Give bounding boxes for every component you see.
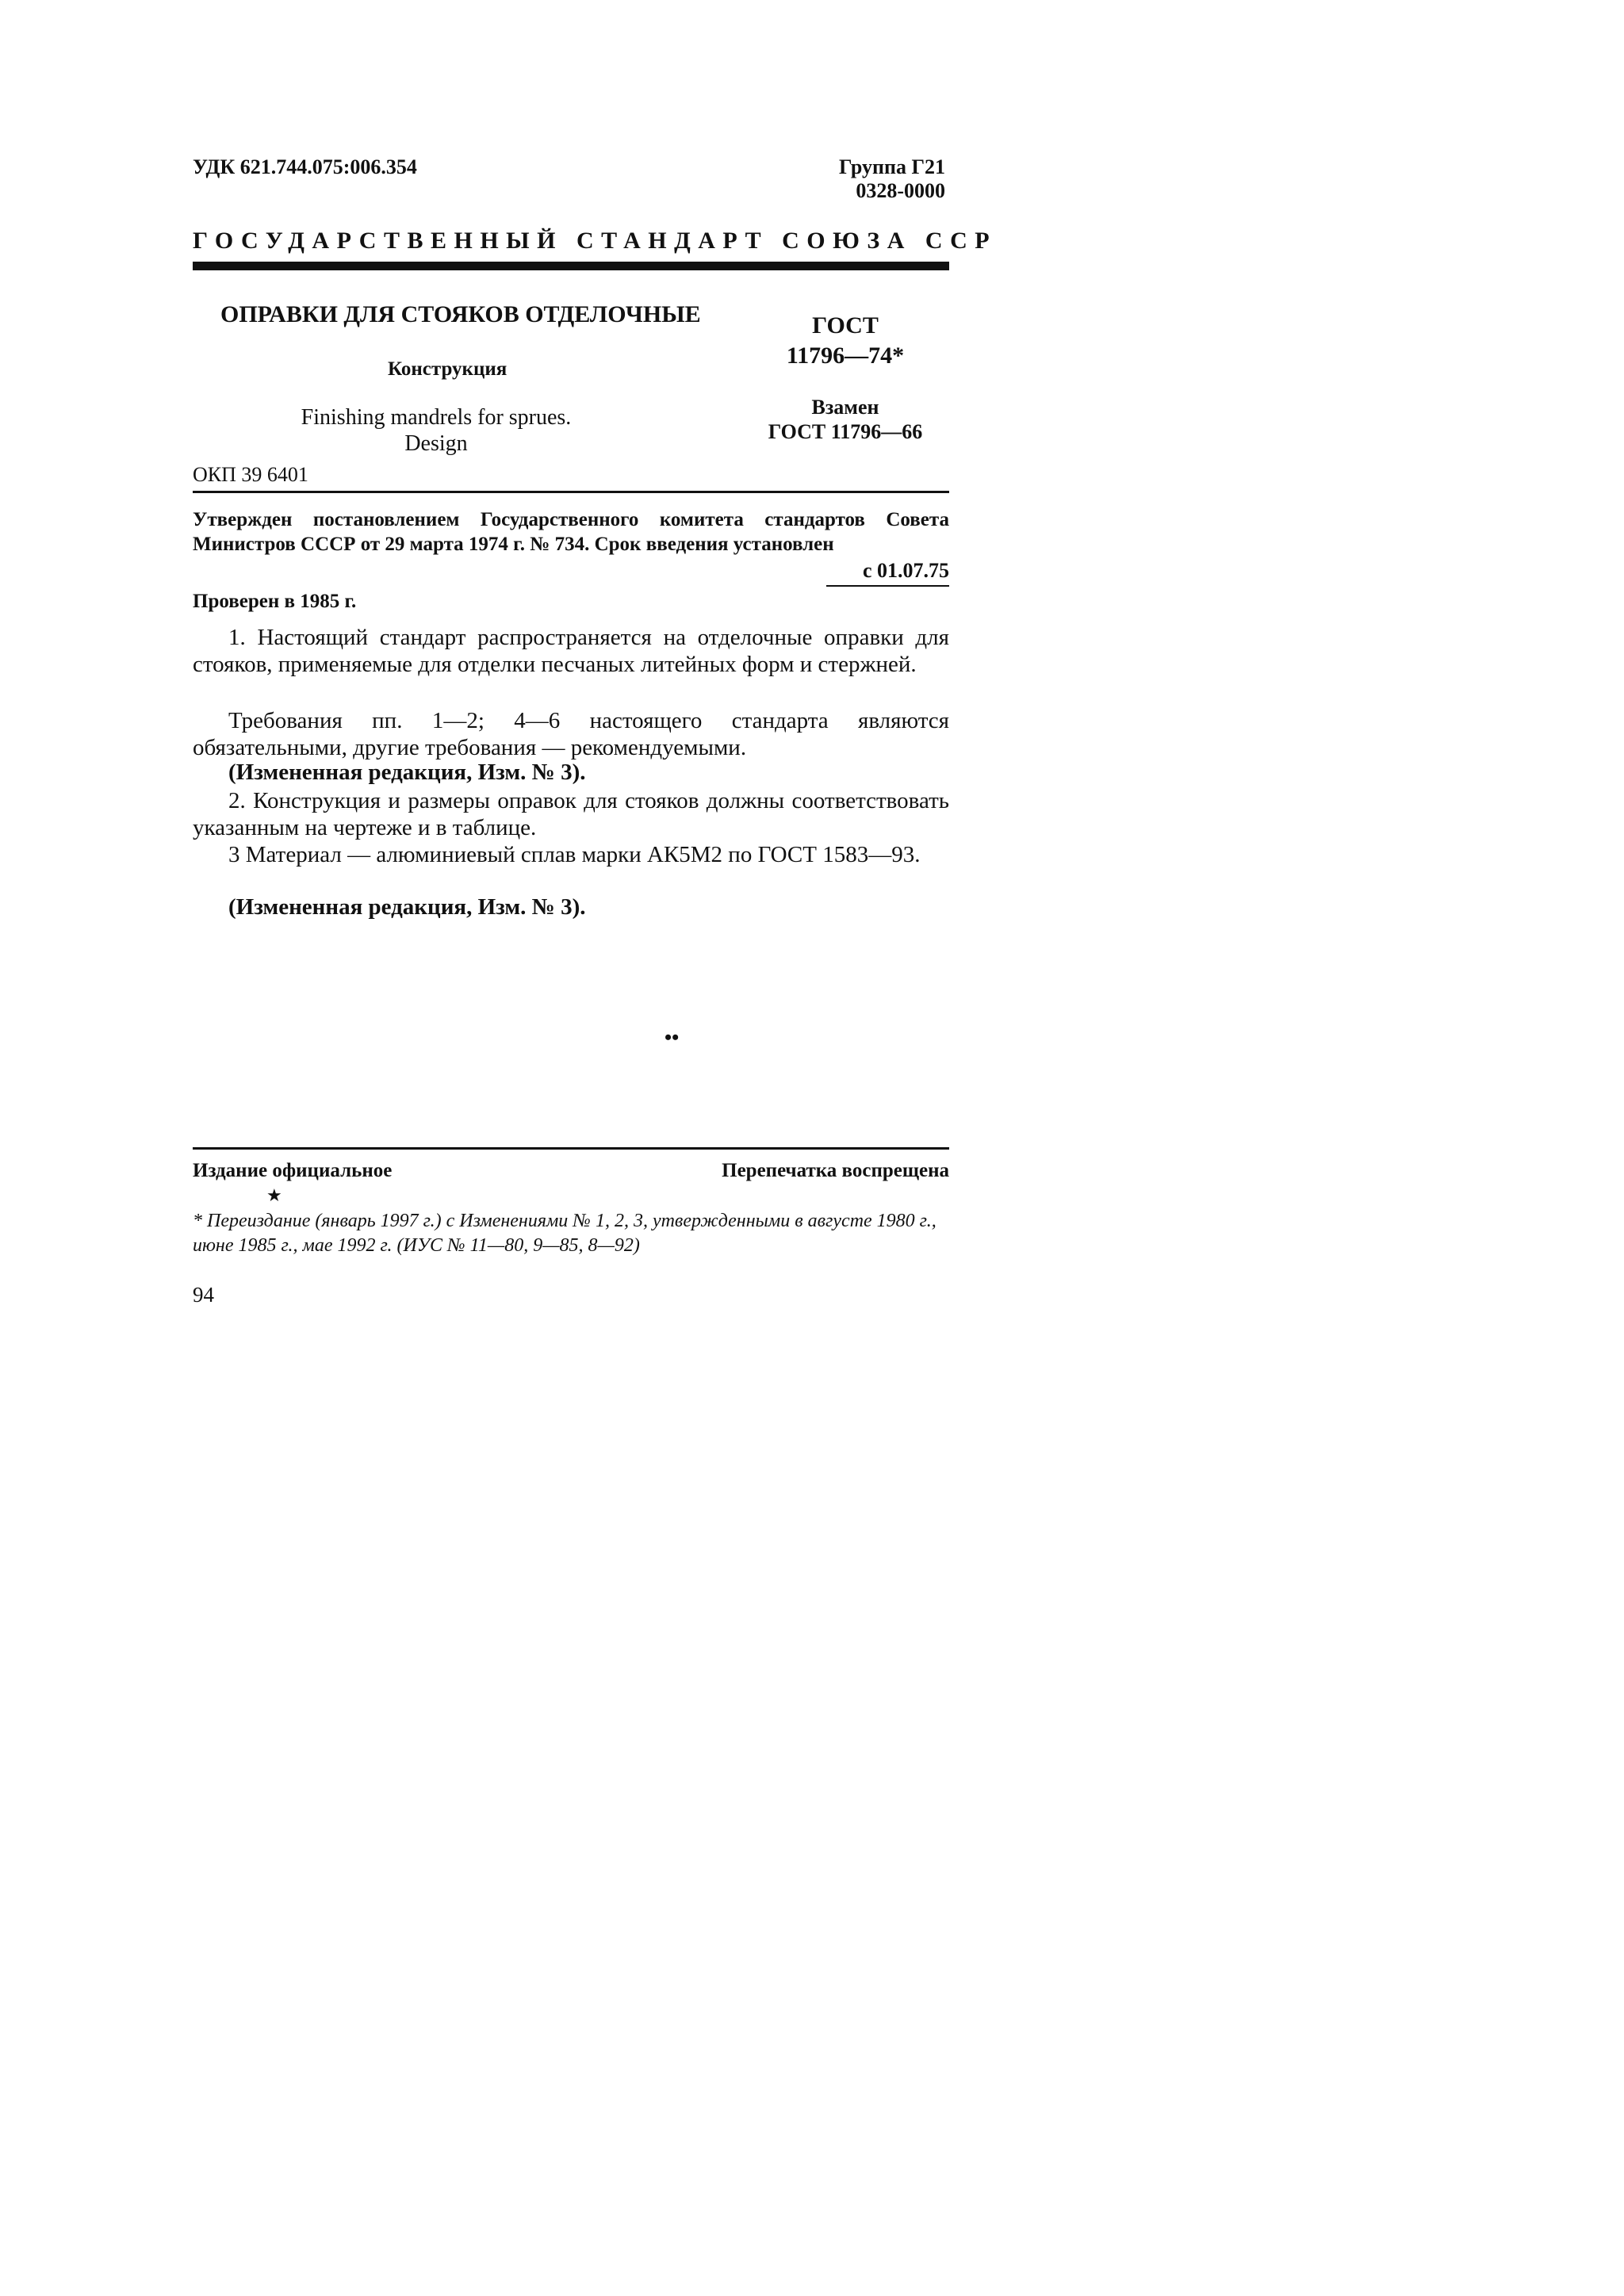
gost-designation	[741, 311, 950, 371]
gost-number: 11796—74*	[786, 342, 905, 369]
paragraph-2: 2. Конструкция и размеры оправок для стояков должны соответствовать указанным на чертеже и в таблице.	[193, 788, 949, 840]
paragraph-3: 3 Материал — алюминиевый сплав марки АК5М2 по ГОСТ 1583—93.	[228, 842, 921, 867]
checked-note: Проверен в 1985 г.	[193, 591, 357, 612]
classifier-code: 0328-0000	[856, 179, 945, 202]
okp-code: ОКП 39 6401	[193, 463, 308, 486]
state-standard-heading: ГОСУДАРСТВЕННЫЙ СТАНДАРТ СОЮЗА ССР	[193, 228, 998, 254]
udk-code: УДК 621.744.075:006.354	[193, 155, 417, 178]
replaces-block	[737, 395, 953, 444]
reprint-prohibited-label: Перепечатка воспрещена	[722, 1160, 949, 1181]
page-number: 94	[193, 1283, 214, 1307]
english-title	[262, 404, 611, 457]
amendment-note: (Измененная редакция, Изм. № 3).	[228, 894, 586, 920]
title-divider	[193, 491, 949, 493]
english-title-line: Finishing mandrels for sprues.	[301, 405, 572, 430]
group-code	[825, 155, 945, 203]
approval-statement: Утвержден постановлением Государственного комитета стандартов Совета Министров СССР от 29 марта 1974 г. № 734. Срок введения установлен	[193, 509, 949, 555]
reissue-footnote: * Переиздание (январь 1997 г.) с Изменениями № 1, 2, 3, утвержденными в августе 1980 г., июне 1985 г., мае 1992 г. (ИУС № 11—80, 9—85, 8—92)	[193, 1211, 936, 1256]
official-edition-label: Издание официальное	[193, 1160, 393, 1181]
english-subtitle-line: Design	[404, 431, 468, 456]
group-line: Группа Г21	[838, 155, 945, 178]
paragraph-requirements: Требования пп. 1—2; 4—6 настоящего стандарта являются обязательными, другие требования — рекомендуемыми.	[193, 708, 949, 760]
document-title: ОПРАВКИ ДЛЯ СТОЯКОВ ОТДЕЛОЧНЫЕ	[220, 301, 701, 327]
replaces-value: ГОСТ 11796—66	[768, 420, 923, 443]
replaces-label: Взамен	[811, 396, 879, 419]
amendment-note: (Измененная редакция, Изм. № 3).	[228, 760, 586, 785]
effective-date: с 01.07.75	[862, 559, 949, 582]
paragraph-1: 1. Настоящий стандарт распространяется на отделочные оправки для стояков, применяемые для отделки песчаных литейных форм и стержней.	[193, 625, 949, 677]
effective-date-underline	[826, 585, 949, 587]
print-mark: ••	[665, 1026, 680, 1049]
footer-divider	[193, 1147, 949, 1150]
gost-label: ГОСТ	[812, 312, 879, 339]
thick-divider	[193, 262, 949, 270]
document-subtitle: Конструкция	[388, 358, 508, 380]
star-icon: ★	[266, 1185, 282, 1205]
